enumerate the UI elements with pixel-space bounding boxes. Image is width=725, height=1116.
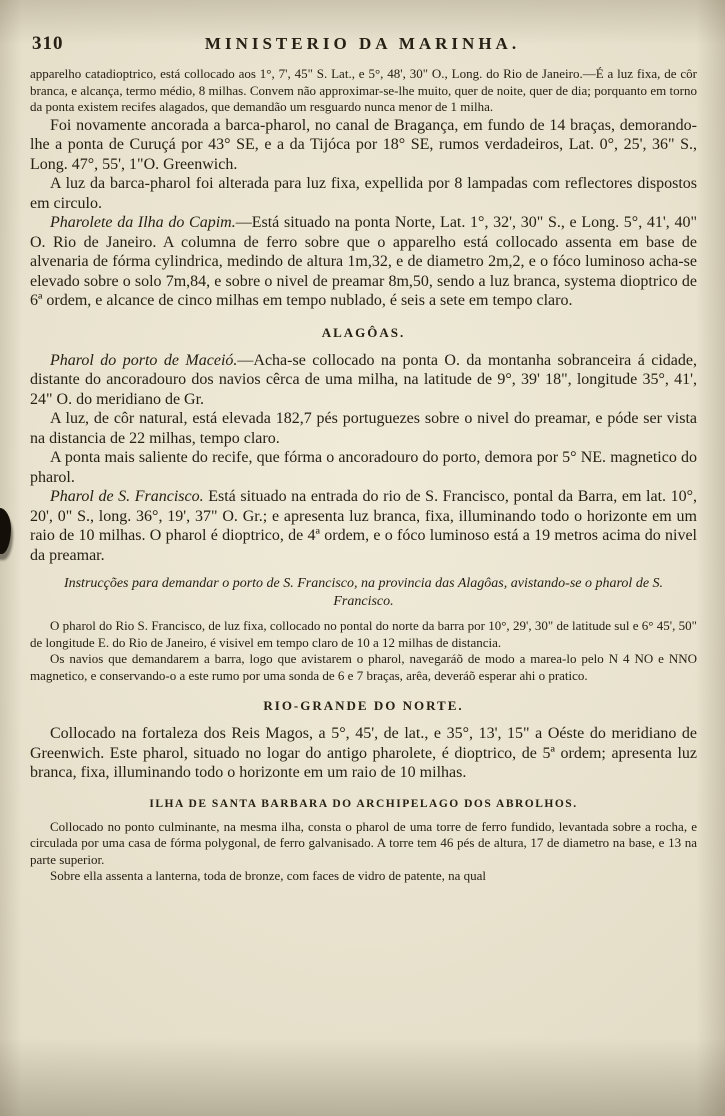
paragraph: Collocado na fortaleza dos Reis Magos, a 5°, 45', de lat., e 35°, 13', 15" a Oéste do meridiano de Greenwich. Este pharol, situado no logar do antigo pharolete, é dioptrico, de 5ª ordem; apresenta luz branca, fixa, illuminando todo o horizonte em um raio de 10 milhas. [30, 725, 697, 781]
page-body [0, 60, 725, 885]
entry-pharol-s-francisco [30, 487, 697, 565]
paragraph: O pharol do Rio S. Francisco, de luz fixa, collocado no pontal do norte da barra por 10°, 29', 30" de latitude sul e 6° 45', 50" de longitude E. do Rio de Janeiro, é visivel em tempo claro de 10 a 12 milhas de distancia. [30, 618, 697, 650]
entry-body: —Está situado na ponta Norte, Lat. 1°, 32', 30" S., e Long. 5°, 41', 40" O. Rio de Janeiro. A columna de ferro sobre que o apparelho está collocado assenta em base de alvenaria de fórma cylindrica, medindo de altura 1m,32, e de diametro 2m,2, e o fóco luminoso acha-se elevado sobre o solo 7m,84, e sobre o nivel de preamar 8m,50, sendo a luz branca, systema dioptrico de 6ª ordem, e alcance de cinco milhas em tempo nublado, é seis a sete em tempo claro. [30, 214, 698, 309]
paragraph: Foi novamente ancorada a barca-pharol, no canal de Bragança, em fundo de 14 braças, demorando-lhe a ponta de Curuçá por 43° SE, e a da Tijóca por 18° SE, rumos verdadeiros, Lat. 0°, 25', 36" S., Long. 47°, 55', 1"O. Greenwich. [30, 116, 697, 173]
paragraph: A luz da barca-pharol foi alterada para luz fixa, expellida por 8 lampadas com reflectores dispostos em circulo. [30, 175, 697, 212]
paragraph: A luz, de côr natural, está elevada 182,7 pés portuguezes sobre o nivel do preamar, e póde ser vista na distancia de 22 milhas, tempo claro. [30, 410, 697, 447]
paragraph-continuation: apparelho catadioptrico, está collocado aos 1°, 7', 45" S. Lat., e 5°, 48', 30" O., Long. do Rio de Janeiro.—É a luz fixa, de côr branca, e alcança, termo médio, 8 milhas. Convem não approximar-se-lhe muito, quer de noite, quer de dia; porquanto em torno da ponta existem recifes alagados, que demandão um resguardo nunca menor de 1 milha. [30, 66, 697, 114]
page-header [0, 0, 725, 60]
entry-pharolete-ilha-do-capim [30, 213, 697, 311]
paragraph: Os navios que demandarem a barra, logo que avistarem o pharol, navegaráõ de modo a marea-lo pelo N 4 NO e NNO magnetico, e conservando-o a este rumo por uma sonda de 6 e 7 braças, arêa, deveráõ esperar ahi o pratico. [30, 651, 697, 683]
section-heading-alagoas: ALAGÔAS. [321, 324, 406, 340]
instructions-note: Instrucções para demandar o porto de S. Francisco, na provincia das Alagôas, avistando-se o pharol de S. Francisco. [63, 576, 664, 609]
paragraph: Collocado no ponto culminante, na mesma ilha, consta o pharol de uma torre de ferro fundido, levantada sobre a rocha, e circulada por uma casa de fórma polygonal, de ferro galvanisado. A torre tem 46 pés de altura, 17 de diametro na base, e 13 na parte superior. [30, 818, 697, 867]
entry-body: Está situado na entrada do rio de S. Francisco, pontal da Barra, em lat. 10°, 20', 0" S., long. 36°, 19', 37" O. Gr.; e apresenta luz branca, fixa, illuminando todo o horizonte em um raio de 10 milhas. O pharol é dioptrico, de 4ª ordem, e o fóco luminoso está a 19 metros acima do nivel da preamar. [30, 488, 697, 564]
entry-title: Pharol do porto de Maceió. [50, 351, 238, 369]
section-heading-ilha-santa-barbara: ILHA DE SANTA BARBARA DO ARCHIPELAGO DOS ABROLHOS. [149, 797, 578, 810]
section-heading-rio-grande-do-norte: RIO-GRANDE DO NORTE. [263, 698, 464, 713]
entry-pharol-maceio [30, 351, 697, 410]
paragraph: Sobre ella assenta a lanterna, toda de bronze, com faces de vidro de patente, na qual [50, 868, 487, 883]
entry-body: —Acha-se collocado na ponta O. da montanha sobranceira á cidade, distante do ancoradouro dos navios cêrca de uma milha, na latitude de 9°, 39' 18", longitude 35°, 41', 24" O. do meridiano de Gr. [30, 351, 697, 408]
page-title: MINISTERIO DA MARINHA. [204, 34, 521, 53]
page-number: 310 [32, 33, 64, 54]
entry-title: Pharolete da Ilha do Capim. [50, 214, 236, 231]
entry-title: Pharol de S. Francisco. [50, 488, 204, 505]
paragraph: A ponta mais saliente do recife, que fórma o ancoradouro do porto, demora por 5° NE. magnetico do pharol. [30, 449, 697, 486]
